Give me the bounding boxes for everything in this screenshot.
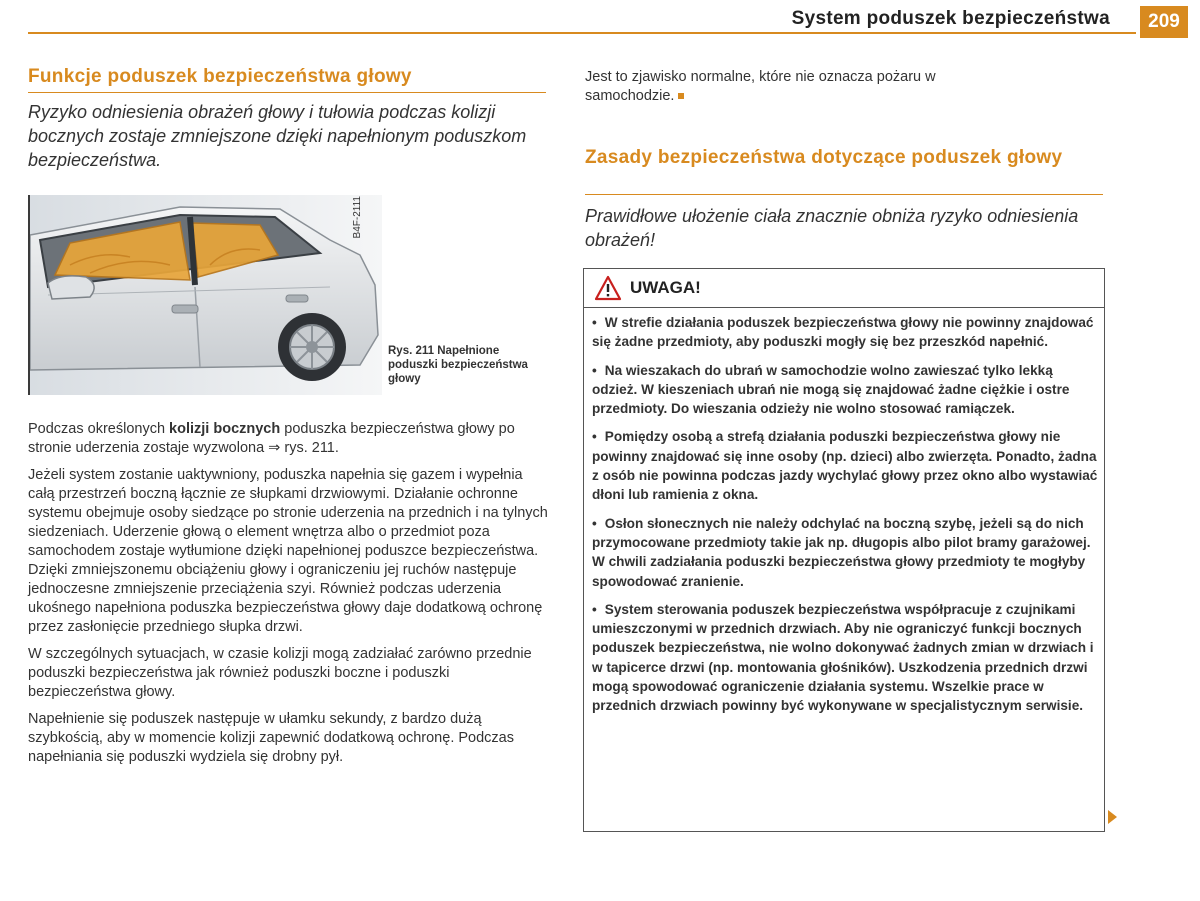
warning-title: UWAGA! xyxy=(630,278,701,297)
section-heading-head-airbag-function: Funkcje poduszek bezpieczeństwa głowy xyxy=(28,66,412,87)
left-body-text xyxy=(28,420,548,775)
figure-caption xyxy=(388,344,538,386)
car-side-illustration xyxy=(30,195,382,395)
paragraph-special-situations: W szczególnych sytuacjach, w czasie kolizji mogą zadziałać zarówno przednie poduszki bezpieczeństwa jak również poduszki boczne i poduszki bezpieczeństwa głowy. xyxy=(28,646,532,700)
warning-triangle-icon xyxy=(594,275,622,301)
p1-start: Podczas określonych xyxy=(28,421,170,437)
warning-list xyxy=(592,313,1098,725)
end-of-section-icon xyxy=(678,93,684,99)
section-heading-rule-right xyxy=(585,194,1103,195)
warning-item: • W strefie działania poduszek bezpieczeństwa głowy nie powinny znajdować się żadne przedmioty, aby poduszki mogły się bez przeszkód napełnić. xyxy=(592,313,1098,352)
paragraph-normal-phenomenon: Jest to zjawisko normalne, które nie oznacza pożaru w samochodzie. xyxy=(585,69,936,104)
figure-caption-number: Rys. 211 xyxy=(388,345,435,357)
warning-box xyxy=(583,268,1105,832)
page-number: 209 xyxy=(1140,6,1188,38)
warning-header xyxy=(584,269,1104,308)
p1-end: poduszka bezpieczeństwa głowy po stronie uderzenia zostaje wyzwolona ⇒ rys. 211. xyxy=(28,421,515,456)
lead-text-left: Ryzyko odniesienia obrażeń głowy i tułowia podczas kolizji bocznych zostaje zmniejszone dzięki napełnionym poduszkom bezpieczeństwa. xyxy=(28,102,527,170)
section-heading-head-airbag-safety: Zasady bezpieczeństwa dotyczące poduszek głowy xyxy=(585,147,1063,168)
figure-car-head-airbags xyxy=(28,195,382,395)
right-top-text xyxy=(585,68,1015,106)
p1-bold: kolizji bocznych xyxy=(169,421,281,437)
running-header-title: System poduszek bezpieczeństwa xyxy=(791,8,1110,29)
figure-code: B4F-2111 xyxy=(352,196,363,239)
paragraph-side-collision xyxy=(28,420,548,458)
warning-item: • Pomiędzy osobą a strefą działania poduszki bezpieczeństwa głowy nie powinny znajdować się inne osoby (np. dzieci) albo zwierzęta. Ponadto, żadna z osób nie powinna podczas jazdy wychylać głowy przez okno albo wystawiać dłoni lub ramienia z okna. xyxy=(592,427,1098,504)
section-heading-rule xyxy=(28,92,546,93)
warning-item: • System sterowania poduszek bezpieczeństwa współpracuje z czujnikami umieszczonymi w przednich drzwiach. Aby nie ograniczyć funkcji bocznych poduszek bezpieczeństwa, nie wolno dokonywać żadnych zmian w drzwiach i w tapicerce drzwi (np. montowania głośników). Uszkodzenia przednich drzwi mogą spowodować ograniczenie działania systemu. Wszelkie prace w przednich drzwiach powinny być wykonywane w specjalistycznym serwisie. xyxy=(592,600,1098,716)
warning-item: • Na wieszakach do ubrań w samochodzie wolno zawieszać tylko lekką odzież. W kieszeniach ubrań nie mogą się znajdować żadne ciężkie i ostre przedmioty. Do wieszania odzieży nie wolno stosować ramiączek. xyxy=(592,361,1098,419)
warning-item: • Osłon słonecznych nie należy odchylać na boczną szybę, jeżeli są do nich przymocowane przedmioty takie jak np. długopis albo pilot bramy garażowej. W chwili zadziałania poduszki bezpieczeństwa głowy przedmioty te mogłyby spowodować zranienie. xyxy=(592,514,1098,591)
paragraph-activation: Jeżeli system zostanie uaktywniony, poduszka napełnia się gazem i wypełnia całą przestrzeń boczną łącznie ze słupkami drzwiowymi. Działanie ochronne systemu obejmuje osoby siedzące po stronie uderzenia na przednich i na tylnych siedzeniach. Uderzenie głową o element wnętrza albo o przedmiot poza samochodem zostaje wytłumione dzięki napełnionej poduszce bezpieczeństwa. Dzięki zmniejszonemu obciążeniu głowy i ograniczeniu jej ruchów następuje jednoczesne zmniejszenie przeciążenia szyi. Również podczas uderzenia ukośnego napełniona poduszka bezpieczeństwa głowy daje dodatkową ochronę przez zasłonięcie przedniego słupka drzwi. xyxy=(28,467,548,635)
figure-caption-text: Napełnione poduszki bezpieczeństwa głowy xyxy=(388,345,528,385)
paragraph-inflation: Napełnienie się poduszek następuje w ułamku sekundy, z bardzo dużą szybkością, aby w momencie kolizji zapewnić dodatkową ochronę. Podczas napełniania się poduszki wydziela się drobny pył. xyxy=(28,711,514,765)
header-rule xyxy=(28,32,1136,34)
lead-text-right: Prawidłowe ułożenie ciała znacznie obniża ryzyko odniesienia obrażeń! xyxy=(585,206,1079,250)
next-page-arrow-icon xyxy=(1108,810,1117,824)
